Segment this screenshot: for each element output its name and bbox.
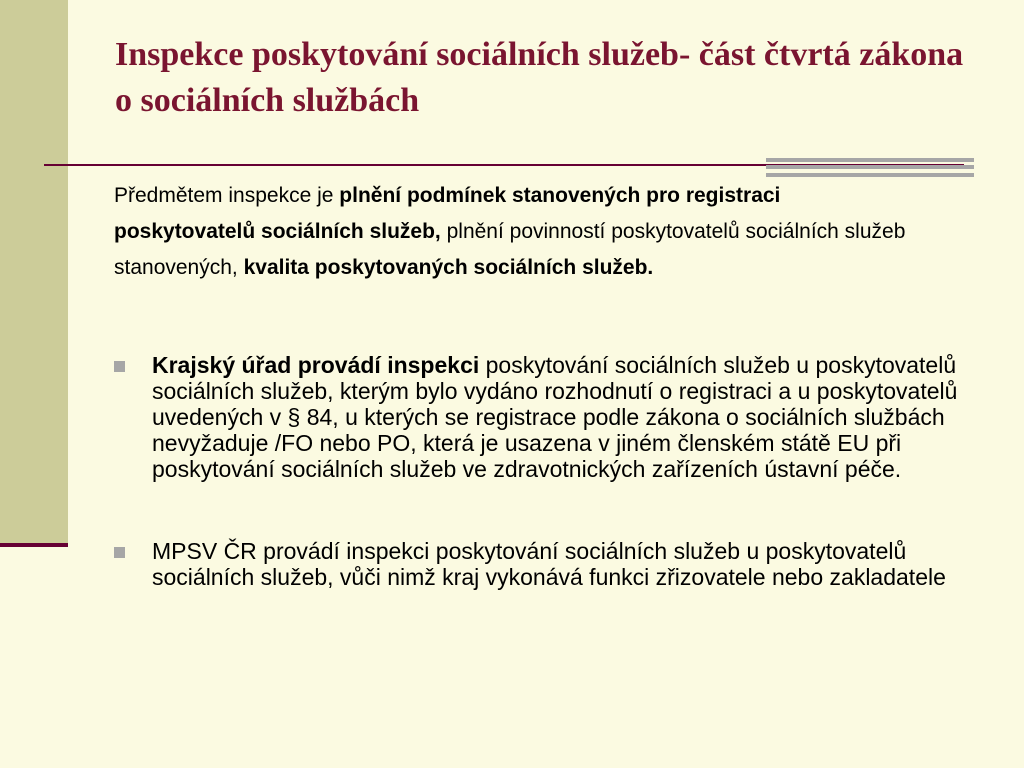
slide-title: Inspekce poskytování sociálních služeb- část čtvrtá zákona o sociálních službách bbox=[115, 36, 964, 119]
intro-paragraph bbox=[114, 178, 924, 286]
gray-decor-bar-1 bbox=[766, 158, 974, 162]
gray-decor-bar-3 bbox=[766, 173, 974, 177]
bullet-2-text: MPSV ČR provádí inspekci poskytování sociálních služeb u poskytovatelů sociálních služeb, vůči nimž kraj vykonává funkci zřizovatele nebo zakladatele bbox=[152, 538, 946, 590]
square-bullet-icon bbox=[114, 361, 125, 372]
bullet-list bbox=[114, 352, 964, 590]
square-bullet-icon bbox=[114, 547, 125, 558]
gray-decor-bar-2 bbox=[766, 165, 974, 169]
intro-text-2: plnění povinností poskytovatelů sociálních služeb stanovených, bbox=[114, 220, 906, 279]
bullet-item-krajsky-urad bbox=[114, 352, 964, 482]
left-accent-band bbox=[0, 0, 68, 544]
left-band-rule bbox=[0, 543, 68, 547]
intro-text-1: Předmětem inspekce je bbox=[114, 184, 340, 207]
bullet-item-mpsv bbox=[114, 538, 964, 590]
bullet-1-text: poskytování sociálních služeb u poskytovatelů sociálních služeb, kterým bylo vydáno rozhodnutí o registraci a u poskytovatelů uvedených v § 84, u kterých se registrace podle zákona o sociálních službách nevyžaduje /FO nebo PO, která je usazena v jiném členském státě EU při poskytování sociálních služeb ve zdravotnických zařízeních ústavní péče. bbox=[152, 352, 958, 482]
bullet-1-bold: Krajský úřad provádí inspekci bbox=[152, 352, 480, 378]
intro-bold-1: plnění podmínek stanovených pro registraci poskytovatelů sociálních služeb, bbox=[114, 184, 781, 243]
intro-bold-2: kvalita poskytovaných sociálních služeb. bbox=[243, 256, 654, 279]
